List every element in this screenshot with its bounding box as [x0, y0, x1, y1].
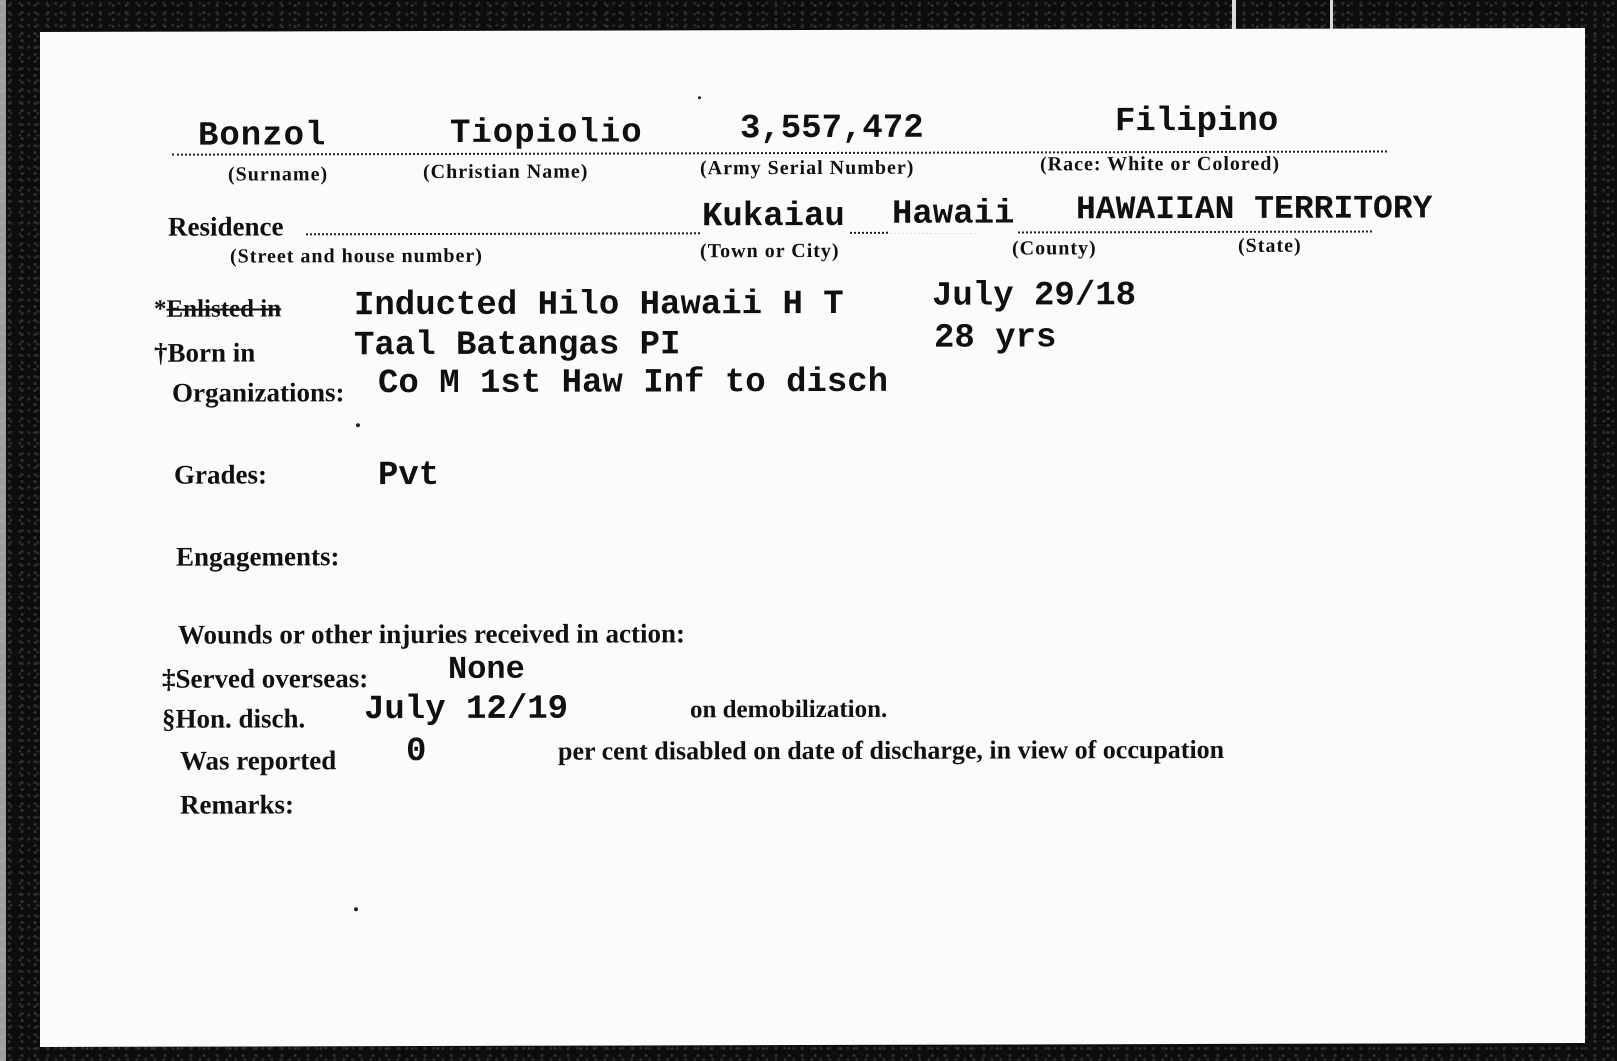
state-label: (State) [1238, 234, 1302, 257]
state-value: HAWAIIAN TERRITORY [1072, 190, 1436, 228]
engagements-label: Engagements: [176, 541, 340, 572]
hon-disch-value: July 12/19 [364, 690, 569, 730]
race-value: Filipino [1115, 102, 1279, 142]
organizations-label: Organizations: [172, 377, 345, 408]
film-edge-right-2 [1330, 0, 1333, 30]
served-overseas-label: ‡Served overseas: [162, 663, 369, 694]
surname-label: (Surname) [228, 163, 329, 186]
organizations-value: Co M 1st Haw Inf to disch [378, 363, 889, 404]
christian-name-value: Tiopiolio [450, 114, 643, 153]
grades-label: Grades: [174, 459, 267, 490]
county-value: Hawaii [888, 195, 1018, 233]
born-value: Taal Batangas PI [354, 326, 681, 366]
enlisted-text: Enlisted in [166, 295, 282, 323]
remarks-label: Remarks: [180, 789, 294, 820]
county-label: (County) [1012, 237, 1097, 260]
race-label: (Race: White or Colored) [1040, 152, 1281, 176]
film-edge-left [0, 0, 6, 1061]
was-reported-label: Was reported [180, 745, 337, 776]
town-value: Kukaiau [702, 198, 849, 236]
record-card [40, 28, 1585, 1047]
enlisted-date-value: July 29/18 [932, 277, 1137, 316]
speck-2 [354, 907, 358, 911]
film-edge-right [1232, 0, 1236, 30]
residence-label: Residence [168, 211, 284, 242]
hon-disch-label: §Hon. disch. [162, 703, 306, 734]
served-overseas-value: None [448, 650, 525, 688]
enlisted-value: Inducted Hilo Hawaii H T [354, 285, 844, 326]
serial-number-value: 3,557,472 [740, 109, 924, 149]
demobilization-label: on demobilization. [690, 695, 888, 724]
disabled-label: per cent disabled on date of discharge, in view of occupation [558, 734, 1225, 766]
enlisted-marker: * [154, 295, 167, 323]
speck [356, 423, 360, 427]
born-label: †Born in [154, 337, 256, 368]
disabled-percent-value: 0 [406, 733, 427, 772]
serial-number-label: (Army Serial Number) [700, 156, 915, 180]
christian-name-label: (Christian Name) [423, 160, 589, 184]
speck-3 [698, 96, 701, 99]
street-label: (Street and house number) [230, 244, 483, 268]
age-value: 28 yrs [934, 319, 1057, 358]
enlisted-label [154, 295, 281, 323]
wounds-label: Wounds or other injuries received in action: [178, 618, 686, 650]
surname-value: Bonzol [198, 117, 327, 156]
town-label: (Town or City) [700, 239, 840, 263]
grades-value: Pvt [378, 456, 440, 496]
